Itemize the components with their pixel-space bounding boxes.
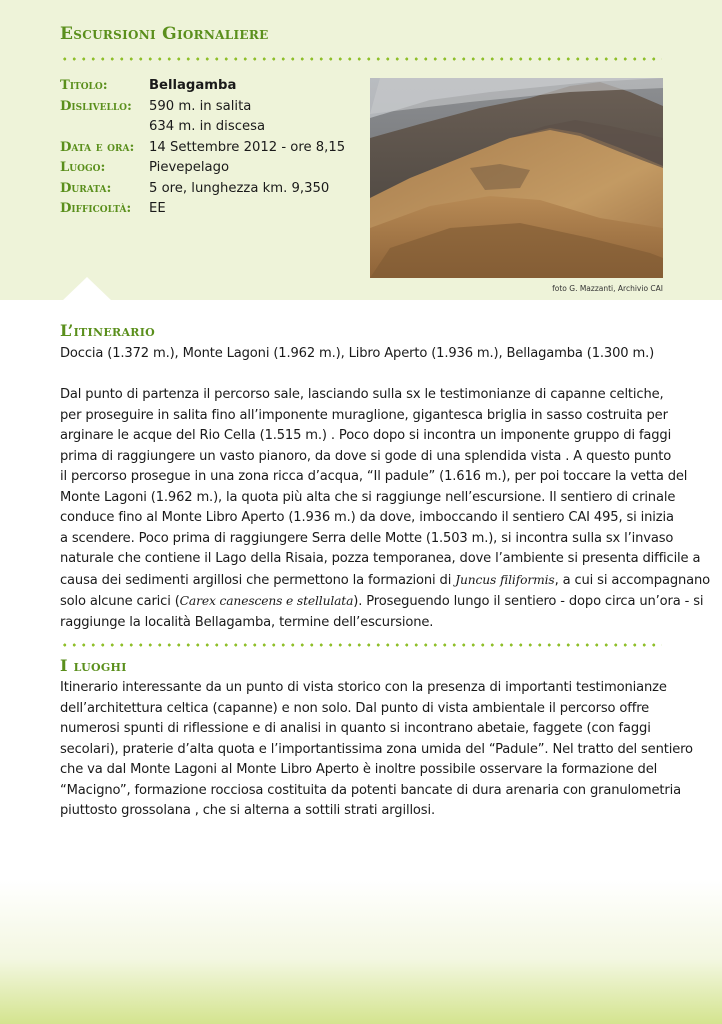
itinerario-route: Doccia (1.372 m.), Monte Lagoni (1.962 m.), Libro Aperto (1.936 m.), Bellagamba (1.300 m.) (60, 346, 655, 361)
text-line: che va dal Monte Lagoni al Monte Libro Aperto è inoltre possibile osservare la formazione del (60, 762, 658, 777)
text-line: secolari), praterie d’alta quota e l’importantissima zona umida del “Padule”. Nel tratto del sentiero (60, 741, 693, 757)
species-name: Carex canescens e stellulata (179, 594, 354, 608)
info-value: Bellagamba (149, 78, 237, 93)
info-label: Luogo: (60, 160, 106, 175)
itinerario-title: L’itinerario (60, 321, 156, 340)
text-line: raggiunge la località Bellagamba, termine dell’escursione. (60, 614, 434, 630)
photo-caption: foto G. Mazzanti, Archivio CAI (552, 284, 663, 293)
info-label: Data e ora: (60, 139, 135, 155)
text-line: naturale che contiene il Lago della Risaia, pozza temporanea, dove l’ambiente si presenta difficile a (60, 551, 701, 566)
text-line (60, 591, 704, 613)
text-line: dell’architettura celtica (capanne) e non solo. Dal punto di vista ambientale il percorso offre (60, 700, 650, 716)
text-fragment: , a cui si accompagnano (554, 572, 711, 588)
title-divider (60, 57, 662, 61)
info-value: 590 m. in salita (149, 98, 252, 114)
info-value: Pievepelago (149, 160, 230, 175)
info-value: EE (149, 201, 166, 216)
text-line (60, 570, 711, 592)
text-line: prima di raggiungere un vasto pianoro, da dove si gode di una splendida vista . A questo punto (60, 448, 672, 464)
species-name: Juncus filiformis (455, 572, 555, 587)
luoghi-text (60, 678, 693, 822)
text-fragment: solo alcune carici ( (60, 594, 180, 609)
info-label: Titolo: (60, 78, 108, 93)
text-fragment: causa dei sedimenti argillosi che permettono la formazioni di (60, 572, 456, 588)
text-line: a scendere. Poco prima di raggiungere Serra delle Motte (1.503 m.), si incontra sulla sx l’invaso (60, 530, 674, 546)
info-label: Dislivello: (60, 98, 132, 114)
section-divider (60, 643, 662, 647)
info-value: 14 Settembre 2012 - ore 8,15 (149, 139, 346, 155)
text-line: piuttosto grossolana , che si alterna a sottili strati argillosi. (60, 803, 435, 818)
text-line: Monte Lagoni (1.962 m.), la quota più alta che si raggiunge nell’escursione. Il sentiero di crinale (60, 489, 676, 505)
band-notch (62, 277, 112, 301)
text-line: numerosi spunti di riflessione e di analisi in quanto si incontrano abetaie, faggete (con faggi (60, 721, 651, 736)
text-line: Dal punto di partenza il percorso sale, lasciando sulla sx le testimonianze di capanne celtiche, (60, 387, 664, 402)
section-title: Escursioni Giornaliere (60, 24, 269, 44)
text-line: arginare le acque del Rio Cella (1.515 m.) . Poco dopo si incontra un imponente gruppo di faggi (60, 428, 672, 443)
text-line: il percorso prosegue in una zona ricca d’acqua, “Il padule” (1.616 m.), per poi toccare la vetta del (60, 469, 688, 484)
info-value: 634 m. in discesa (149, 119, 266, 134)
itinerario-text (60, 385, 711, 633)
mountain-photo (370, 78, 663, 278)
text-line: per proseguire in salita fino all’imponente muraglione, gigantesca briglia in sasso costruita per (60, 407, 668, 423)
text-line: “Macigno”, formazione rocciosa costituita da potenti bancate di dura arenaria con granulometria (60, 782, 681, 798)
luoghi-title: I luoghi (60, 656, 127, 675)
info-value: 5 ore, lunghezza km. 9,350 (149, 180, 330, 196)
text-fragment: ). Proseguendo lungo il sentiero - dopo circa un’ora - si (353, 594, 704, 609)
footer-gradient (0, 880, 722, 1024)
text-line: Itinerario interessante da un punto di vista storico con la presenza di importanti testimonianze (60, 680, 667, 695)
info-label: Difficoltà: (60, 201, 132, 216)
text-line: conduce fino al Monte Libro Aperto (1.936 m.) da dove, imboccando il sentiero CAI 495, si inizia (60, 510, 674, 525)
info-label: Durata: (60, 180, 112, 196)
